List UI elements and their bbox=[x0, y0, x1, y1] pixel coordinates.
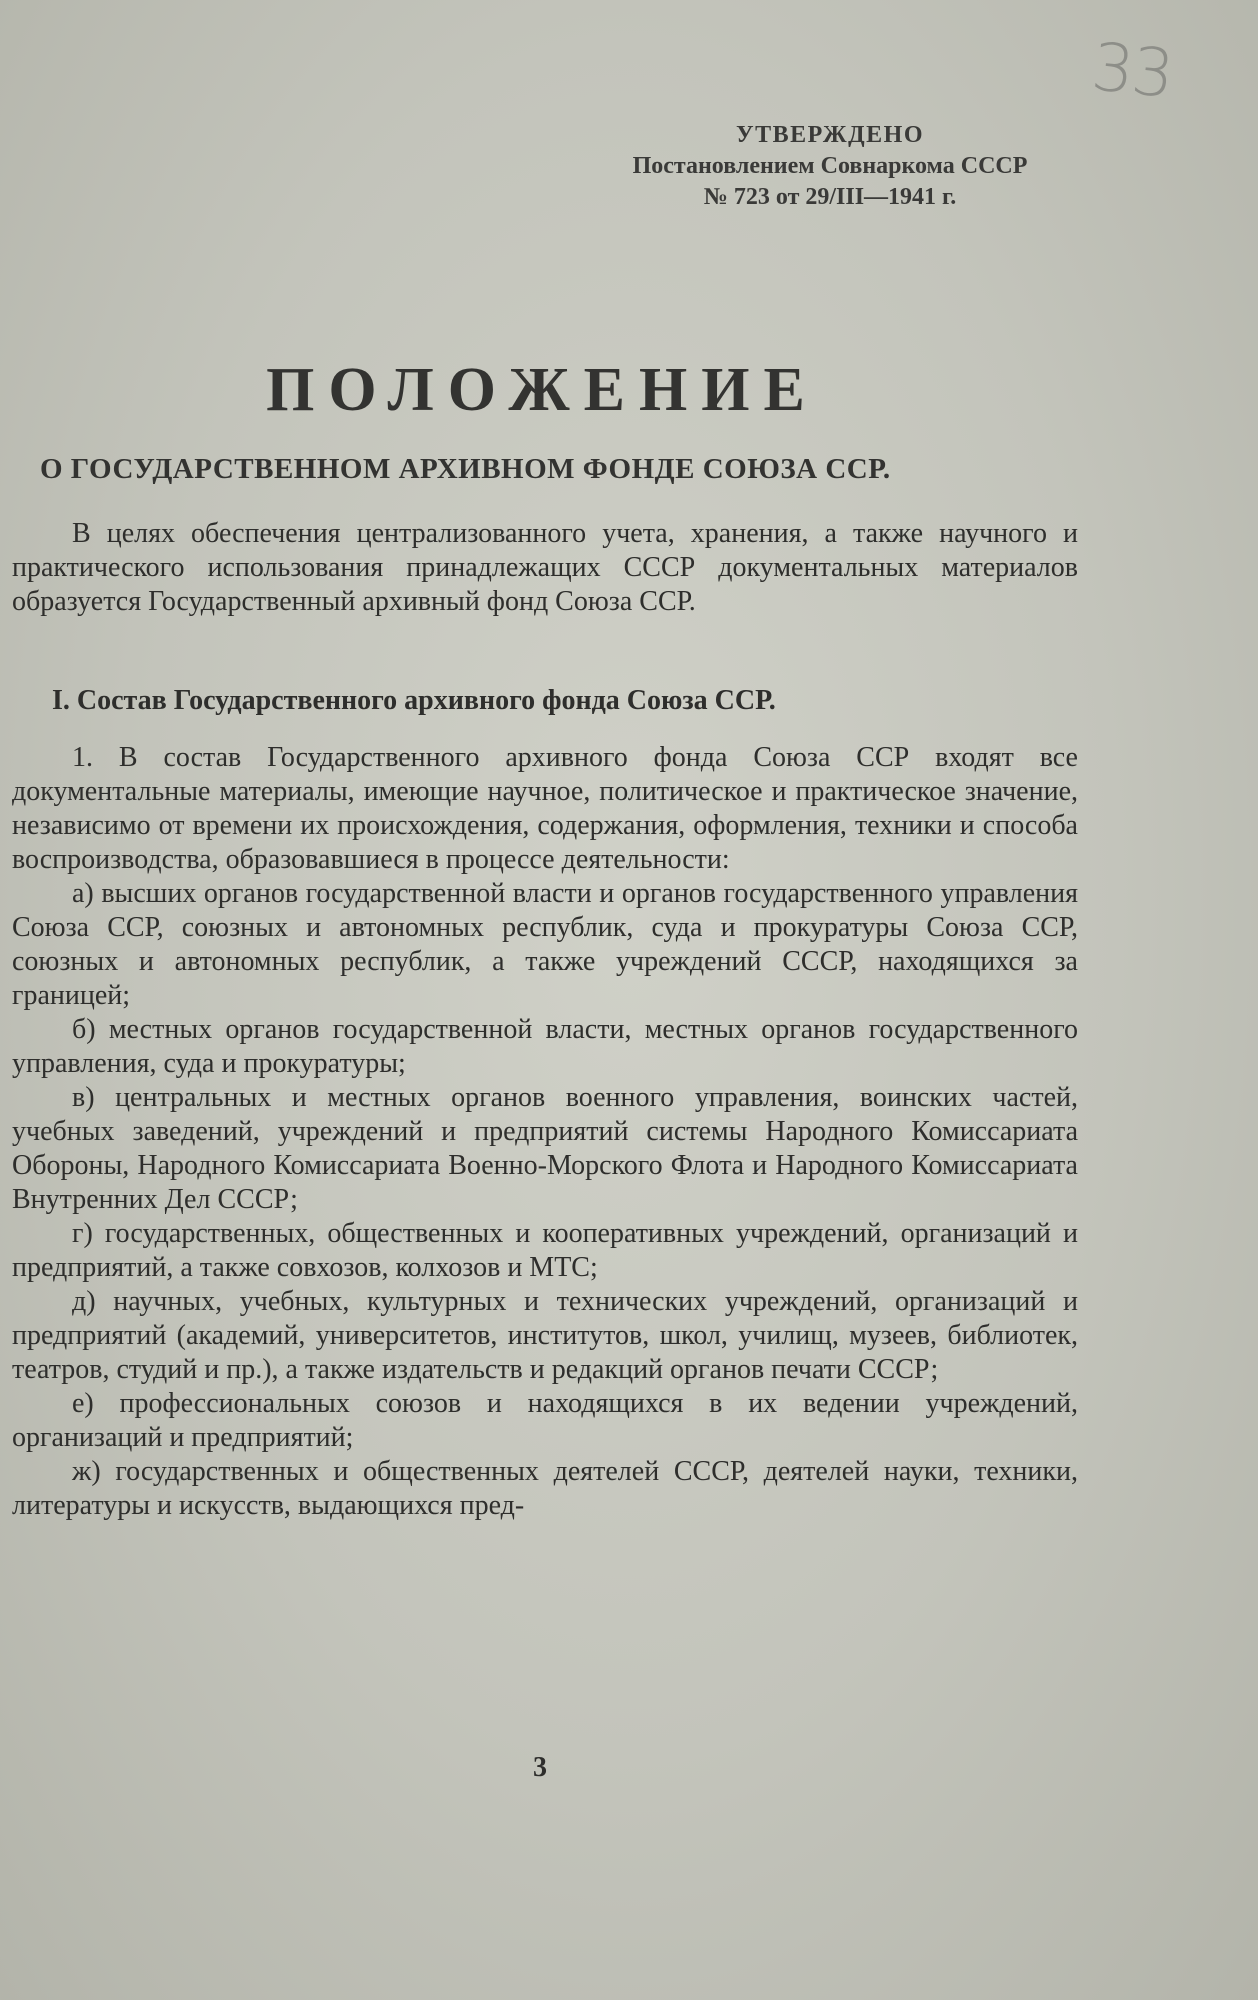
section-heading: I. Состав Государственного архивного фонда Союза ССР. bbox=[52, 685, 776, 716]
approval-line-2: № 723 от 29/III—1941 г. bbox=[703, 184, 957, 210]
paragraph-zh: ж) государственных и общественных деятелей СССР, деятелей науки, техники, литературы и искусств, выдающихся пред- bbox=[12, 1456, 1078, 1521]
approval-title: УТВЕРЖДЕНО bbox=[735, 122, 925, 148]
page-number: 3 bbox=[533, 1752, 547, 1783]
document-subtitle: О ГОСУДАРСТВЕННОМ АРХИВНОМ ФОНДЕ СОЮЗА ССР. bbox=[40, 453, 891, 485]
intro-paragraph: В целях обеспечения централизованного учета, хранения, а также научного и практического использования принадлежащих СССР документальных материалов образуется Государственный архивный фонд Союза ССР. bbox=[12, 518, 1078, 617]
paragraph-g: г) государственных, общественных и кооперативных учреждений, организаций и предприятий, а также совхозов, колхозов и МТС; bbox=[12, 1218, 1078, 1283]
paragraph-v: в) центральных и местных органов военного управления, воинских частей, учебных заведений, учреждений и предприятий системы Народного Комиссариата Обороны, Народного Комиссариата Военно-Морского Флота и Народного Комиссариата Внутренних Дел СССР; bbox=[12, 1082, 1078, 1215]
paragraph-a: а) высших органов государственной власти и органов государственного управления Союза ССР, союзных и автономных республик, суда и прокуратуры Союза ССР, союзных и автономных республик, а также учреждений СССР, находящихся за границей; bbox=[12, 878, 1078, 1011]
paragraph-d: д) научных, учебных, культурных и технических учреждений, организаций и предприятий (академий, университетов, институтов, школ, училищ, музеев, библиотек, театров, студий и пр.), а также издательств и редакций органов печати СССР; bbox=[12, 1286, 1078, 1385]
intro-block bbox=[12, 517, 1078, 619]
approval-line-1: Постановлением Совнаркома СССР bbox=[632, 153, 1028, 179]
paragraph-e: е) профессиональных союзов и находящихся в их ведении учреждений, организаций и предприятий; bbox=[12, 1388, 1078, 1453]
paragraph-1: 1. В состав Государственного архивного фонда Союза ССР входят все документальные материалы, имеющие научное, политическое и практическое значение, независимо от времени их происхождения, содержания, оформления, техники и способа воспроизводства, образовавшиеся в процессе деятельности: bbox=[12, 742, 1078, 875]
approval-stamp bbox=[560, 120, 1100, 213]
section-body bbox=[12, 741, 1078, 1523]
paragraph-b: б) местных органов государственной власти, местных органов государственного управления, суда и прокуратуры; bbox=[12, 1014, 1078, 1079]
document-title: ПОЛОЖЕНИЕ bbox=[266, 356, 819, 424]
archive-page-number: 33 bbox=[1088, 28, 1176, 113]
